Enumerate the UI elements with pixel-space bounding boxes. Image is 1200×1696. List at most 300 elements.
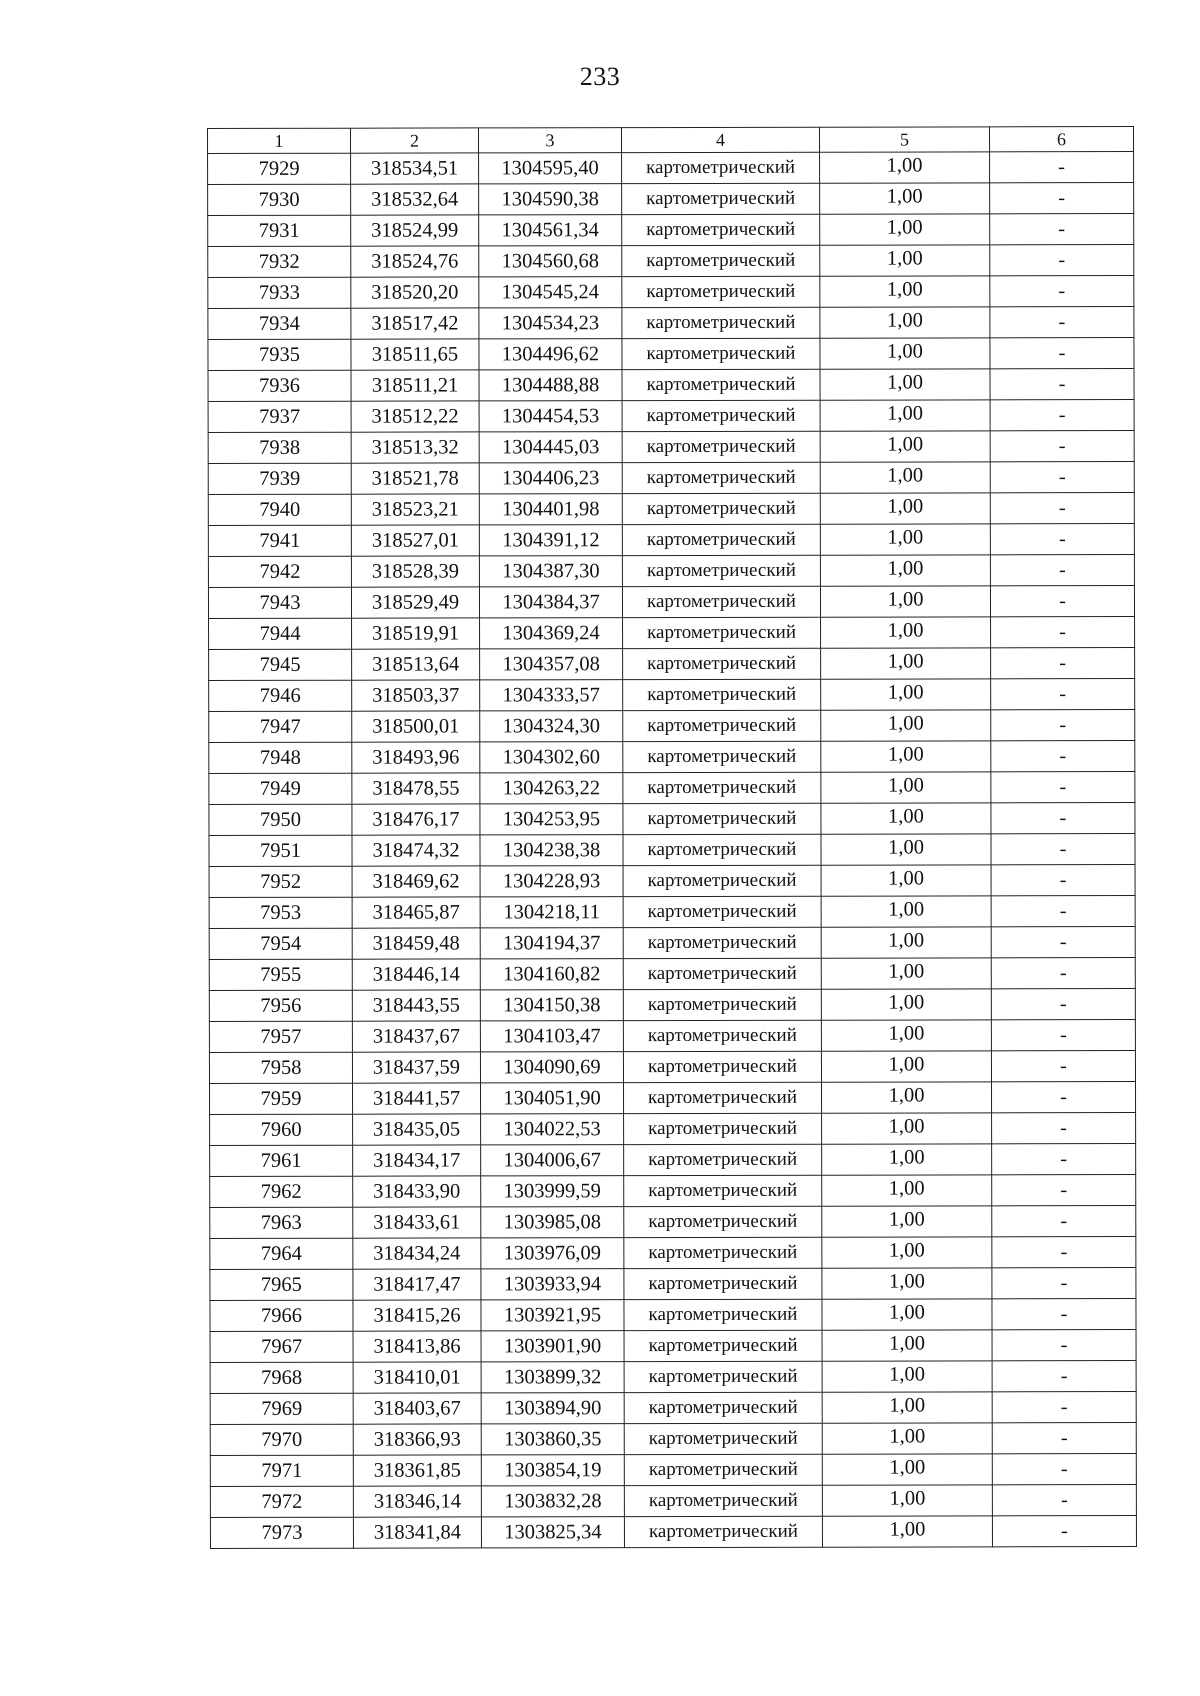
accuracy-cell: 1,00: [822, 1299, 992, 1330]
y-coordinate-cell: 1304387,30: [479, 556, 622, 587]
note-cell: -: [990, 338, 1134, 369]
y-coordinate-cell: 1304228,93: [480, 866, 623, 897]
accuracy-cell: 1,00: [820, 462, 990, 493]
note-cell: -: [990, 586, 1134, 617]
table-row: [209, 834, 1135, 867]
accuracy-cell: 1,00: [820, 493, 990, 524]
point-number-cell: 7952: [209, 866, 352, 897]
table-row: [210, 1237, 1136, 1270]
accuracy-cell: 1,00: [820, 555, 990, 586]
accuracy-cell: 1,00: [822, 1485, 992, 1516]
y-coordinate-cell: 1303832,28: [481, 1486, 624, 1517]
y-coordinate-cell: 1304560,68: [479, 246, 622, 277]
x-coordinate-cell: 318519,91: [352, 618, 480, 649]
point-number-cell: 7973: [210, 1517, 353, 1548]
point-number-cell: 7942: [208, 556, 351, 587]
y-coordinate-cell: 1304103,47: [480, 1021, 623, 1052]
table-row: [209, 958, 1135, 991]
x-coordinate-cell: 318513,64: [352, 649, 480, 680]
note-cell: -: [990, 183, 1134, 214]
y-coordinate-cell: 1304263,22: [480, 773, 623, 804]
point-number-cell: 7963: [210, 1207, 353, 1238]
table-row: [209, 617, 1135, 650]
y-coordinate-cell: 1304194,37: [480, 928, 623, 959]
point-number-cell: 7944: [209, 618, 352, 649]
point-number-cell: 7931: [208, 215, 351, 246]
x-coordinate-cell: 318443,55: [352, 990, 480, 1021]
note-cell: -: [992, 1361, 1136, 1392]
column-header-3: 3: [479, 128, 622, 153]
method-cell: картометрический: [623, 1020, 821, 1051]
x-coordinate-cell: 318512,22: [351, 401, 479, 432]
method-cell: картометрический: [622, 152, 820, 183]
method-cell: картометрический: [624, 1206, 822, 1237]
note-cell: -: [991, 648, 1135, 679]
accuracy-cell: 1,00: [820, 524, 990, 555]
accuracy-cell: 1,00: [822, 1392, 992, 1423]
column-header-6: 6: [989, 127, 1133, 152]
x-coordinate-cell: 318527,01: [351, 525, 479, 556]
x-coordinate-cell: 318524,99: [351, 215, 479, 246]
table-row: [208, 431, 1134, 464]
x-coordinate-cell: 318437,67: [352, 1021, 480, 1052]
note-cell: -: [990, 369, 1134, 400]
x-coordinate-cell: 318366,93: [353, 1424, 481, 1455]
accuracy-cell: 1,00: [821, 1051, 991, 1082]
accuracy-cell: 1,00: [822, 1113, 992, 1144]
column-header-5: 5: [819, 127, 989, 152]
note-cell: -: [990, 431, 1134, 462]
point-number-cell: 7970: [210, 1424, 353, 1455]
point-number-cell: 7960: [210, 1114, 353, 1145]
x-coordinate-cell: 318410,01: [353, 1362, 481, 1393]
table-row: [210, 1206, 1136, 1239]
y-coordinate-cell: 1304160,82: [480, 959, 623, 990]
accuracy-cell: 1,00: [821, 772, 991, 803]
table-row: [208, 493, 1134, 526]
note-cell: -: [992, 1237, 1136, 1268]
note-cell: -: [991, 617, 1135, 648]
y-coordinate-cell: 1304253,95: [480, 804, 623, 835]
table-row: [208, 369, 1134, 402]
table-row: [209, 927, 1135, 960]
table-row: [209, 648, 1135, 681]
point-number-cell: 7958: [209, 1052, 352, 1083]
note-cell: -: [991, 1020, 1135, 1051]
point-number-cell: 7946: [209, 680, 352, 711]
note-cell: -: [992, 1175, 1136, 1206]
method-cell: картометрический: [623, 617, 821, 648]
x-coordinate-cell: 318465,87: [352, 897, 480, 928]
y-coordinate-cell: 1304545,24: [479, 277, 622, 308]
table-row: [210, 1175, 1136, 1208]
y-coordinate-cell: 1304590,38: [479, 184, 622, 215]
note-cell: -: [991, 958, 1135, 989]
y-coordinate-cell: 1304561,34: [479, 215, 622, 246]
method-cell: картометрический: [623, 865, 821, 896]
accuracy-cell: 1,00: [821, 896, 991, 927]
y-coordinate-cell: 1304391,12: [479, 525, 622, 556]
point-number-cell: 7945: [209, 649, 352, 680]
point-number-cell: 7948: [209, 742, 352, 773]
x-coordinate-cell: 318403,67: [353, 1393, 481, 1424]
table-row: [210, 1082, 1136, 1115]
table-row: [210, 1330, 1136, 1363]
accuracy-cell: 1,00: [821, 710, 991, 741]
method-cell: картометрический: [623, 741, 821, 772]
note-cell: -: [992, 1392, 1136, 1423]
table-row: [208, 555, 1134, 588]
method-cell: картометрический: [624, 1423, 822, 1454]
point-number-cell: 7964: [210, 1238, 353, 1269]
x-coordinate-cell: 318517,42: [351, 308, 479, 339]
method-cell: картометрический: [622, 462, 820, 493]
point-number-cell: 7938: [208, 432, 351, 463]
point-number-cell: 7954: [209, 928, 352, 959]
table-row: [209, 741, 1135, 774]
point-number-cell: 7957: [209, 1021, 352, 1052]
table-row: [208, 276, 1134, 309]
accuracy-cell: 1,00: [820, 307, 990, 338]
table-row: [210, 1485, 1136, 1518]
point-number-cell: 7962: [210, 1176, 353, 1207]
point-number-cell: 7965: [210, 1269, 353, 1300]
method-cell: картометрический: [623, 803, 821, 834]
note-cell: -: [990, 245, 1134, 276]
x-coordinate-cell: 318469,62: [352, 866, 480, 897]
table-row: [210, 1268, 1136, 1301]
point-number-cell: 7941: [208, 525, 351, 556]
accuracy-cell: 1,00: [821, 927, 991, 958]
point-number-cell: 7967: [210, 1331, 353, 1362]
x-coordinate-cell: 318528,39: [351, 556, 479, 587]
note-cell: -: [990, 555, 1134, 586]
x-coordinate-cell: 318434,24: [353, 1238, 481, 1269]
table-row: [210, 1113, 1136, 1146]
x-coordinate-cell: 318433,90: [353, 1176, 481, 1207]
table-row: [208, 462, 1134, 495]
table-row: [209, 772, 1135, 805]
point-number-cell: 7955: [209, 959, 352, 990]
y-coordinate-cell: 1304454,53: [479, 401, 622, 432]
x-coordinate-cell: 318520,20: [351, 277, 479, 308]
table-row: [210, 1423, 1136, 1456]
point-number-cell: 7966: [210, 1300, 353, 1331]
x-coordinate-cell: 318511,65: [351, 339, 479, 370]
note-cell: -: [992, 1206, 1136, 1237]
method-cell: картометрический: [623, 648, 821, 679]
table-row: [208, 338, 1134, 371]
y-coordinate-cell: 1303999,59: [481, 1176, 624, 1207]
x-coordinate-cell: 318474,32: [352, 835, 480, 866]
point-number-cell: 7959: [210, 1083, 353, 1114]
accuracy-cell: 1,00: [822, 1330, 992, 1361]
y-coordinate-cell: 1304384,37: [479, 587, 622, 618]
x-coordinate-cell: 318437,59: [352, 1052, 480, 1083]
method-cell: картометрический: [624, 1361, 822, 1392]
y-coordinate-cell: 1303976,09: [481, 1238, 624, 1269]
note-cell: -: [990, 276, 1134, 307]
x-coordinate-cell: 318511,21: [351, 370, 479, 401]
y-coordinate-cell: 1304218,11: [480, 897, 623, 928]
x-coordinate-cell: 318446,14: [352, 959, 480, 990]
x-coordinate-cell: 318493,96: [352, 742, 480, 773]
table-body: [208, 152, 1137, 1549]
method-cell: картометрический: [624, 1392, 822, 1423]
point-number-cell: 7929: [208, 153, 351, 184]
point-number-cell: 7930: [208, 184, 351, 215]
note-cell: -: [990, 214, 1134, 245]
accuracy-cell: 1,00: [820, 338, 990, 369]
method-cell: картометрический: [622, 431, 820, 462]
method-cell: картометрический: [623, 896, 821, 927]
accuracy-cell: 1,00: [821, 834, 991, 865]
method-cell: картометрический: [622, 369, 820, 400]
note-cell: -: [991, 865, 1135, 896]
note-cell: -: [991, 1082, 1135, 1113]
note-cell: -: [991, 989, 1135, 1020]
method-cell: картометрический: [623, 710, 821, 741]
method-cell: картометрический: [622, 555, 820, 586]
method-cell: картометрический: [622, 338, 820, 369]
note-cell: -: [992, 1516, 1136, 1547]
method-cell: картометрический: [623, 927, 821, 958]
point-number-cell: 7950: [209, 804, 352, 835]
note-cell: -: [992, 1299, 1136, 1330]
accuracy-cell: 1,00: [822, 1516, 992, 1547]
accuracy-cell: 1,00: [822, 1268, 992, 1299]
method-cell: картометрический: [622, 276, 820, 307]
method-cell: картометрический: [622, 307, 820, 338]
note-cell: -: [992, 1454, 1136, 1485]
accuracy-cell: 1,00: [821, 803, 991, 834]
table-row: [210, 1144, 1136, 1177]
accuracy-cell: 1,00: [821, 1082, 991, 1113]
accuracy-cell: 1,00: [821, 741, 991, 772]
point-number-cell: 7956: [209, 990, 352, 1021]
note-cell: -: [991, 927, 1135, 958]
method-cell: картометрический: [623, 1051, 821, 1082]
accuracy-cell: 1,00: [822, 1454, 992, 1485]
coordinates-table: [207, 126, 1137, 1549]
y-coordinate-cell: 1304150,38: [480, 990, 623, 1021]
y-coordinate-cell: 1304357,08: [480, 649, 623, 680]
accuracy-cell: 1,00: [820, 214, 990, 245]
y-coordinate-cell: 1304595,40: [479, 153, 622, 184]
page-number: 233: [579, 62, 621, 91]
point-number-cell: 7961: [210, 1145, 353, 1176]
x-coordinate-cell: 318478,55: [352, 773, 480, 804]
note-cell: -: [991, 1051, 1135, 1082]
x-coordinate-cell: 318513,32: [351, 432, 479, 463]
table-row: [208, 524, 1134, 557]
table-row: [208, 214, 1134, 247]
x-coordinate-cell: 318521,78: [351, 463, 479, 494]
table-row: [208, 183, 1134, 216]
note-cell: -: [991, 896, 1135, 927]
y-coordinate-cell: 1303921,95: [481, 1300, 624, 1331]
y-coordinate-cell: 1304406,23: [479, 463, 622, 494]
note-cell: -: [991, 679, 1135, 710]
point-number-cell: 7951: [209, 835, 352, 866]
table-row: [208, 307, 1134, 340]
point-number-cell: 7947: [209, 711, 352, 742]
note-cell: -: [992, 1330, 1136, 1361]
method-cell: картометрический: [623, 834, 821, 865]
method-cell: картометрический: [622, 400, 820, 431]
accuracy-cell: 1,00: [820, 400, 990, 431]
table-row: [210, 1454, 1136, 1487]
accuracy-cell: 1,00: [822, 1206, 992, 1237]
accuracy-cell: 1,00: [821, 648, 991, 679]
accuracy-cell: 1,00: [822, 1175, 992, 1206]
point-number-cell: 7940: [208, 494, 351, 525]
note-cell: -: [991, 772, 1135, 803]
x-coordinate-cell: 318534,51: [351, 153, 479, 184]
y-coordinate-cell: 1303899,32: [481, 1362, 624, 1393]
point-number-cell: 7939: [208, 463, 351, 494]
note-cell: -: [992, 1268, 1136, 1299]
table-row: [208, 245, 1134, 278]
x-coordinate-cell: 318500,01: [352, 711, 480, 742]
method-cell: картометрический: [622, 214, 820, 245]
method-cell: картометрический: [624, 1113, 822, 1144]
method-cell: картометрический: [623, 679, 821, 710]
y-coordinate-cell: 1304401,98: [479, 494, 622, 525]
note-cell: -: [990, 524, 1134, 555]
accuracy-cell: 1,00: [820, 152, 990, 183]
point-number-cell: 7932: [208, 246, 351, 277]
note-cell: -: [990, 400, 1134, 431]
table-row: [209, 803, 1135, 836]
table-row: [210, 1516, 1136, 1549]
note-cell: -: [992, 1144, 1136, 1175]
point-number-cell: 7971: [210, 1455, 353, 1486]
method-cell: картометрический: [624, 1268, 822, 1299]
column-header-1: 1: [208, 128, 351, 153]
column-header-2: 2: [351, 128, 479, 153]
method-cell: картометрический: [624, 1237, 822, 1268]
table-row: [209, 865, 1135, 898]
table-row: [210, 1299, 1136, 1332]
y-coordinate-cell: 1304333,57: [480, 680, 623, 711]
accuracy-cell: 1,00: [821, 989, 991, 1020]
note-cell: -: [991, 803, 1135, 834]
y-coordinate-cell: 1304090,69: [480, 1052, 623, 1083]
method-cell: картометрический: [624, 1516, 822, 1547]
method-cell: картометрический: [623, 989, 821, 1020]
point-number-cell: 7933: [208, 277, 351, 308]
y-coordinate-cell: 1304051,90: [481, 1083, 624, 1114]
y-coordinate-cell: 1303894,90: [481, 1393, 624, 1424]
table-row: [209, 896, 1135, 929]
method-cell: картометрический: [623, 772, 821, 803]
note-cell: -: [992, 1423, 1136, 1454]
note-cell: -: [991, 834, 1135, 865]
method-cell: картометрический: [622, 493, 820, 524]
point-number-cell: 7936: [208, 370, 351, 401]
x-coordinate-cell: 318529,49: [351, 587, 479, 618]
accuracy-cell: 1,00: [822, 1237, 992, 1268]
accuracy-cell: 1,00: [820, 369, 990, 400]
point-number-cell: 7968: [210, 1362, 353, 1393]
x-coordinate-cell: 318523,21: [351, 494, 479, 525]
y-coordinate-cell: 1303860,35: [481, 1424, 624, 1455]
accuracy-cell: 1,00: [821, 958, 991, 989]
method-cell: картометрический: [623, 958, 821, 989]
method-cell: картометрический: [624, 1485, 822, 1516]
note-cell: -: [992, 1485, 1136, 1516]
coordinates-table-container: [207, 126, 1137, 1549]
point-number-cell: 7934: [208, 308, 351, 339]
accuracy-cell: 1,00: [822, 1144, 992, 1175]
method-cell: картометрический: [624, 1454, 822, 1485]
table-row: [210, 1361, 1136, 1394]
y-coordinate-cell: 1304022,53: [481, 1114, 624, 1145]
accuracy-cell: 1,00: [821, 865, 991, 896]
x-coordinate-cell: 318346,14: [353, 1486, 481, 1517]
x-coordinate-cell: 318417,47: [353, 1269, 481, 1300]
note-cell: -: [992, 1113, 1136, 1144]
x-coordinate-cell: 318441,57: [353, 1083, 481, 1114]
y-coordinate-cell: 1303933,94: [481, 1269, 624, 1300]
method-cell: картометрический: [622, 183, 820, 214]
y-coordinate-cell: 1303825,34: [481, 1517, 624, 1548]
point-number-cell: 7935: [208, 339, 351, 370]
table-header: [208, 127, 1134, 154]
y-coordinate-cell: 1304369,24: [480, 618, 623, 649]
column-header-4: 4: [622, 127, 820, 152]
x-coordinate-cell: 318435,05: [353, 1114, 481, 1145]
x-coordinate-cell: 318524,76: [351, 246, 479, 277]
point-number-cell: 7969: [210, 1393, 353, 1424]
note-cell: -: [991, 741, 1135, 772]
x-coordinate-cell: 318476,17: [352, 804, 480, 835]
accuracy-cell: 1,00: [821, 1020, 991, 1051]
y-coordinate-cell: 1303901,90: [481, 1331, 624, 1362]
y-coordinate-cell: 1304496,62: [479, 339, 622, 370]
accuracy-cell: 1,00: [820, 183, 990, 214]
note-cell: -: [990, 152, 1134, 183]
x-coordinate-cell: 318532,64: [351, 184, 479, 215]
accuracy-cell: 1,00: [820, 276, 990, 307]
y-coordinate-cell: 1303985,08: [481, 1207, 624, 1238]
table-row: [208, 586, 1134, 619]
x-coordinate-cell: 318433,61: [353, 1207, 481, 1238]
accuracy-cell: 1,00: [821, 679, 991, 710]
x-coordinate-cell: 318361,85: [353, 1455, 481, 1486]
x-coordinate-cell: 318434,17: [353, 1145, 481, 1176]
y-coordinate-cell: 1304006,67: [481, 1145, 624, 1176]
accuracy-cell: 1,00: [820, 586, 990, 617]
x-coordinate-cell: 318415,26: [353, 1300, 481, 1331]
table-row: [208, 400, 1134, 433]
note-cell: -: [990, 307, 1134, 338]
method-cell: картометрический: [624, 1082, 822, 1113]
method-cell: картометрический: [622, 245, 820, 276]
y-coordinate-cell: 1304534,23: [479, 308, 622, 339]
x-coordinate-cell: 318459,48: [352, 928, 480, 959]
y-coordinate-cell: 1304488,88: [479, 370, 622, 401]
table-row: [210, 1392, 1136, 1425]
point-number-cell: 7953: [209, 897, 352, 928]
point-number-cell: 7943: [208, 587, 351, 618]
method-cell: картометрический: [622, 524, 820, 555]
point-number-cell: 7972: [210, 1486, 353, 1517]
y-coordinate-cell: 1303854,19: [481, 1455, 624, 1486]
y-coordinate-cell: 1304324,30: [480, 711, 623, 742]
note-cell: -: [990, 462, 1134, 493]
